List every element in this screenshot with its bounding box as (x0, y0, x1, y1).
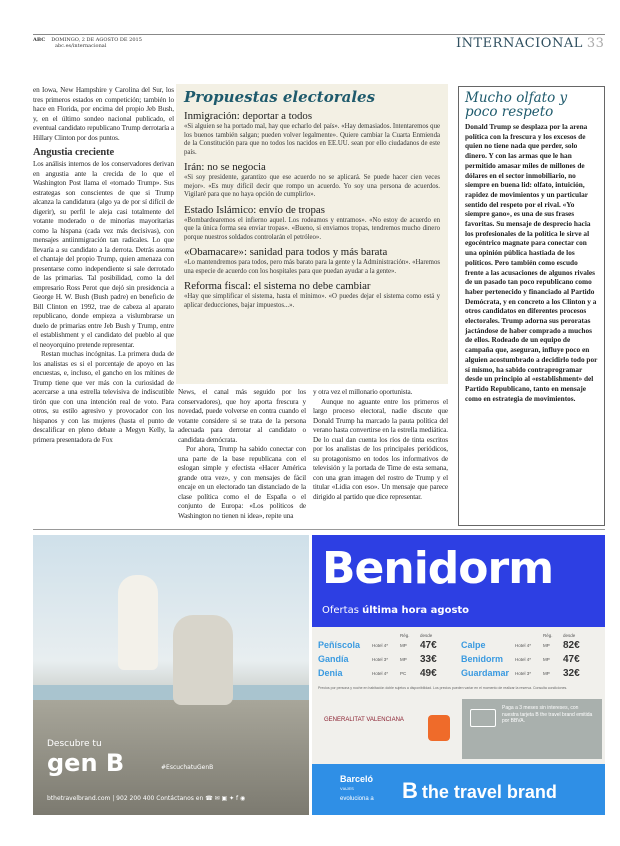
date: DOMINGO, 2 DE AGOSTO DE 2015 (51, 37, 142, 43)
ad-tagline: Descubre tu (47, 739, 102, 749)
brand-to: the travel brand (421, 782, 557, 802)
proposal-text: «Bombardearemos el infierno aquel. Los rodeamos y entramos». «No estoy de acuerdo en que la única forma sea enviar tropas». «Bueno, si enviamos tropas, tendremos mucho dinero porque nuestros soldados controlarán el petróleo». (184, 216, 440, 241)
price: 47€ (563, 654, 580, 665)
sponsor-logos (318, 705, 458, 765)
fine-print: Precios por persona y noche en habitación doble sujetos a disponibilidad. Los precios pueden variar en el momento de realizar la reserva. Consulta condiciones. (318, 686, 568, 690)
proposal-text: «Si soy presidente, garantizo que ese acuerdo no se aplicará. Se puede hacer cien veces mejor». «Es muy difícil decir que rompo un acuerdo. Yo soy una persona de acuerdos. Vigilaré para que no haya opción de cumplirlo». (184, 174, 440, 198)
hotel-category: Hotel 4* (372, 671, 389, 676)
brand-evolves: evoluciona a (340, 796, 374, 802)
ad-banner (312, 535, 605, 627)
column-2 (178, 388, 306, 521)
brand-from: Barceló (340, 774, 374, 784)
gen-b-logo: gen B (47, 749, 125, 777)
travel-brand-logo: B the travel brand (402, 778, 557, 803)
paragraph: y otra vez el millonario oportunista. (313, 388, 413, 396)
man-figure (173, 615, 233, 705)
col-header-desde: desde (420, 633, 433, 638)
destination: Denia (318, 668, 343, 678)
box-title: Propuestas electorales (184, 88, 376, 106)
offer-prefix: Ofertas (322, 605, 359, 616)
paper-name: ABC (33, 37, 46, 43)
barcelo-logo (340, 774, 374, 804)
proposal-text: «Hay que simplificar el sistema, hasta el mínimo». «O puedes dejar el sistema como está y aplicar deducciones, bajar impuestos...». (184, 293, 440, 309)
payment-text: Paga a 3 meses sin intereses, con nuestra tarjeta B the travel brand emitida por BBVA. (502, 705, 593, 724)
section-name: INTERNACIONAL (456, 36, 583, 51)
price-row (461, 654, 601, 667)
card-icon (470, 709, 496, 727)
sidebar-title: Mucho olfato y poco respeto (465, 90, 568, 120)
col-header-desde: desde (563, 633, 576, 638)
price-table (318, 633, 601, 683)
ad-photo (33, 535, 309, 815)
col-header-reg: Rég. (543, 633, 553, 638)
contact-text: bthetravelbrand.com | 902 200 400 Contáctanos en (47, 795, 204, 802)
paragraph: Los análisis internos de los conservadores derivan en angustia ante la crecida de lo que el Washington Post llama el «tornado Trump». Sus estrategas son conscientes de que si Trump alcanza la candidatura (algo ya de por sí difícil de digerir), su perfil le aleja casi totalmente del votante moderado o de minorías mayoritarias como la hispana (cada vez más decisivas), con mensajes antiinmigración tan radicales. Lo que llevaría a su candidato a la derrota. Detrás asoma el chantaje del propio Trump, quien amenaza con presentarse como independiente si sale derrotado de las primarias. Tal posibilidad, como la del empresario Ross Perot que dejó sin presidencia a George H. W. Bush (Bush padre) en beneficio de Bill Clinton en 1992, trae de cabeza al aparato republicano, donde empieza a vislumbrarse un duelo de primarias entre Jeb Bush y Trump, entre el establishment y el candidato del pueblo al que el neoyorquino pretende representar. (33, 160, 174, 349)
price: 33€ (420, 654, 437, 665)
proposal-heading: Inmigración: deportar a todos (184, 110, 313, 122)
payment-info (462, 699, 602, 759)
proposal-heading: Reforma fiscal: el sistema no debe cambiar (184, 280, 371, 292)
header-rule (33, 34, 605, 35)
board-type: MP (543, 671, 550, 676)
destination: Benidorm (461, 654, 504, 664)
sidebar-text: Donald Trump se desplaza por la arena política con la frescura y los excesos de quien no tiene nada que perder, solo dinero. Y con las armas que le han permitido amasar miles de millones de dólares en el sector inmobiliario, no siempre en buena lid: olfato, intuición, rapidez de movimientos y un particular sentido del respeto por el rival. «Yo siempre gano», es una de sus frases favoritas. Su mensaje de desprecio hacia los profesionales de la política le sirve al egocéntrico magnate para conectar con una opinión pública hastiada de los políticos. Pero también como escudo frente a las acusaciones de algunos rivales de un pasado tan poco republicano como haber pertenecido y financiado al Partido Demócrata, y en concreto a los Clinton y a otros candidatos en diferentes procesos electorales. Trump adorna sus peroratas jactándose de haber comprado a muchos de ellos. Rodeado de un equipo de campaña que, aseguran, influye poco en alguien acostumbrado a decidirlo todo por sí mismo, ha sabido contraprogramar desde un principio al «establishment» del Partido Republicano, tanto en mensaje como en estrategia de movimientos. (465, 122, 598, 403)
destination: Peñíscola (318, 640, 361, 650)
hotel-category: Hotel 3* (515, 671, 532, 676)
hotel-category: Hotel 3* (372, 657, 389, 662)
price: 47€ (420, 640, 437, 651)
proposals-box (176, 84, 448, 384)
proposal-text: «Si alguien se ha portado mal, hay que echarlo del país». «Hay demasiados. Intentaremos que los buenos también salgan; pueden volver legalmente». Quiere cambiar la Cuarta Enmienda de la Constitución para que no todos los nacidos en EE.UU. sean por ello ciudadanos de este país. (184, 123, 440, 156)
paragraph: Aunque no aguante entre los primeros el largo proceso electoral, nadie discute que Donald Trump ha marcado la pauta política del verano hasta convertirse en la estrella mediática. De lo cual dan cuenta los ríos de tinta escritos por los analistas de los principales periódicos, su protagonismo en todos los informativos de televisión y la portada de Time de esta semana, con una gran imagen del rostro de Trump y el titular «Lidia con eso». Un mensaje que parece dirigido al partido que dice representar. (313, 397, 448, 501)
ad-title: Benidorm (322, 543, 554, 594)
price: 32€ (563, 668, 580, 679)
board-type: MP (543, 643, 550, 648)
board-type: PC (400, 671, 407, 676)
price-row (318, 668, 458, 681)
price-row (461, 640, 601, 653)
price: 49€ (420, 668, 437, 679)
paragraph: News, el canal más seguido por los conservadores), que hoy aporta frescura y novedad, puede volverse en contra cuando el votante considere si se trata de la persona adecuada para derrotar al candidato o candidata demócrata. (178, 388, 306, 444)
hashtag: #EscuchatuGenB (161, 764, 214, 771)
paragraph: Restan muchas incógnitas. La primera duda de los analistas es si el porcentaje de apoyo en las encuestas, e, incluso, el gancho en los mítines de Trump tiene que ver más con la curiosidad de acercarse a una estrella televisiva de indiscutible tirón que con una intención real de voto. Para otros, su estilo agresivo y provocador con los hispanos y con las mujeres (hasta el punto de descalificar en pleno debate a Megyn Kelly, la primera presentadora de Fox (33, 350, 174, 444)
column-3 (313, 388, 448, 502)
page-number: 33 (586, 36, 605, 51)
sidebar-box (458, 86, 605, 526)
board-type: MP (543, 657, 550, 662)
board-type: MP (400, 643, 407, 648)
price: 82€ (563, 640, 580, 651)
paragraph: en Iowa, New Hampshire y Carolina del Sur, los tres primeros estados en competición; también lo hace en Florida, por encima del propio Jeb Bush, y, en el último sondeo nacional publicado, el eventual candidato republicano Trump derrotaría a Hillary Clinton por dos puntos. (33, 86, 174, 142)
hotel-category: Hotel 4* (515, 657, 532, 662)
destination: Guardamar (461, 668, 510, 678)
board-type: MP (400, 657, 407, 662)
destination: Calpe (461, 640, 486, 650)
section-title (456, 36, 604, 51)
section-url[interactable]: abc.es/internacional (55, 43, 107, 49)
child-figure (118, 575, 158, 670)
price-row (318, 654, 458, 667)
brand-banner (312, 764, 605, 815)
proposal-heading: «Obamacare»: sanidad para todos y más barata (184, 246, 388, 258)
destination: Gandía (318, 654, 349, 664)
header-info (33, 37, 142, 49)
brand-sub: VIAJES (340, 786, 354, 791)
ad-separator (33, 529, 605, 530)
price-row (461, 668, 601, 681)
social-icons[interactable]: ☎ ✉ ▣ ✦ f ◉ (205, 795, 246, 802)
col-header-reg: Rég. (400, 633, 410, 638)
paragraph: Por ahora, Trump ha sabido conectar con una parte de la base republicana con el eslogan simple y efectista «Hacer América grande otra vez», y con mensajes de fácil encaje en un electorado tan distanciado de la clase política como el de España o el conjunto de Europa: «Los políticos de Washington no tienen ni idea», repite una (178, 445, 306, 520)
ad-offer (322, 605, 469, 616)
proposal-heading: Estado Islámico: envío de tropas (184, 203, 325, 216)
hotel-category: Hotel 4* (515, 643, 532, 648)
proposal-heading: Irán: no se negocia (184, 161, 266, 173)
proposal-text: «Lo mantendremos para todos, pero más barato para la gente y la Administración». «Haremos una especie de acuerdo con los hospitales para que puedan ayudar a la gente». (184, 259, 440, 275)
subheading: Angustia creciente (33, 147, 115, 158)
column-1 (33, 86, 174, 526)
benidorm-logo (428, 715, 450, 741)
offer-text: última hora agosto (362, 605, 470, 616)
benidorm-ad (312, 535, 605, 815)
generalitat-logo: GENERALITAT VALENCIANA (324, 717, 404, 723)
price-row (318, 640, 458, 653)
hotel-category: Hotel 4* (372, 643, 389, 648)
contact-line (47, 795, 245, 802)
